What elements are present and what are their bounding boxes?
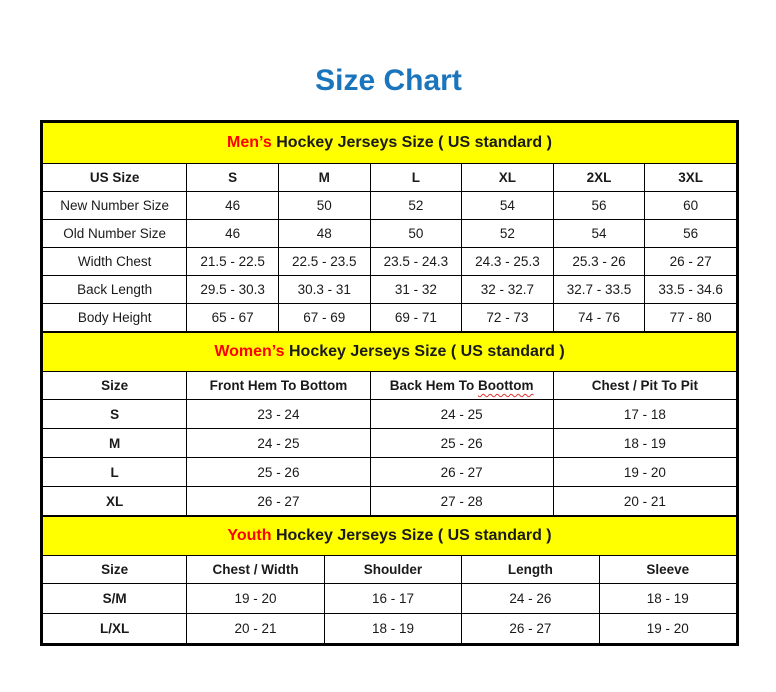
size-value-cell: 77 - 80 — [645, 304, 737, 332]
table-row — [43, 584, 737, 614]
size-value-cell: 26 - 27 — [370, 458, 553, 487]
column-header: Size — [43, 556, 187, 584]
column-header: US Size — [43, 164, 187, 192]
row-label: S/M — [43, 584, 187, 614]
youth-banner-highlight: Youth — [227, 527, 272, 544]
misspelled-word: Boottom — [478, 378, 534, 393]
row-label: New Number Size — [43, 192, 187, 220]
size-value-cell: 50 — [278, 192, 370, 220]
size-value-cell: 33.5 - 34.6 — [645, 276, 737, 304]
column-header: M — [278, 164, 370, 192]
size-value-cell: 26 - 27 — [462, 614, 599, 644]
table-row — [43, 304, 737, 332]
size-value-cell: 67 - 69 — [278, 304, 370, 332]
size-value-cell: 20 - 21 — [553, 487, 736, 516]
size-value-cell: 56 — [553, 192, 645, 220]
size-value-cell: 18 - 19 — [324, 614, 461, 644]
size-value-cell: 19 - 20 — [599, 614, 736, 644]
size-value-cell: 20 - 21 — [187, 614, 324, 644]
size-value-cell: 69 - 71 — [370, 304, 462, 332]
size-value-cell: 65 - 67 — [187, 304, 279, 332]
size-value-cell: 23.5 - 24.3 — [370, 248, 462, 276]
size-value-cell: 18 - 19 — [553, 429, 736, 458]
row-label: L/XL — [43, 614, 187, 644]
column-header: Length — [462, 556, 599, 584]
size-value-cell: 24 - 25 — [187, 429, 370, 458]
size-value-cell: 17 - 18 — [553, 400, 736, 429]
size-value-cell: 25 - 26 — [187, 458, 370, 487]
womens-size-table — [42, 332, 737, 516]
column-header-misspelled — [370, 372, 553, 400]
size-value-cell: 22.5 - 23.5 — [278, 248, 370, 276]
size-value-cell: 54 — [462, 192, 554, 220]
page-title: Size Chart — [315, 64, 462, 97]
row-label: XL — [43, 487, 187, 516]
womens-banner — [43, 333, 737, 372]
size-value-cell: 25.3 - 26 — [553, 248, 645, 276]
size-value-cell: 27 - 28 — [370, 487, 553, 516]
column-header: 2XL — [553, 164, 645, 192]
size-value-cell: 19 - 20 — [187, 584, 324, 614]
table-row — [43, 220, 737, 248]
column-header: Chest / Width — [187, 556, 324, 584]
womens-banner-row — [43, 333, 737, 372]
size-value-cell: 24 - 26 — [462, 584, 599, 614]
size-value-cell: 18 - 19 — [599, 584, 736, 614]
size-value-cell: 16 - 17 — [324, 584, 461, 614]
mens-size-table — [42, 122, 737, 332]
table-row — [43, 614, 737, 644]
size-value-cell: 52 — [370, 192, 462, 220]
column-header: Shoulder — [324, 556, 461, 584]
size-value-cell: 32.7 - 33.5 — [553, 276, 645, 304]
size-value-cell: 31 - 32 — [370, 276, 462, 304]
size-value-cell: 72 - 73 — [462, 304, 554, 332]
table-row — [43, 276, 737, 304]
column-header: Chest / Pit To Pit — [553, 372, 736, 400]
size-value-cell: 46 — [187, 192, 279, 220]
size-value-cell: 29.5 - 30.3 — [187, 276, 279, 304]
size-value-cell: 60 — [645, 192, 737, 220]
womens-banner-text: Hockey Jerseys Size ( US standard ) — [289, 343, 565, 360]
table-row — [43, 248, 737, 276]
size-value-cell: 56 — [645, 220, 737, 248]
size-value-cell: 26 - 27 — [645, 248, 737, 276]
table-row — [43, 458, 737, 487]
size-value-cell: 24.3 - 25.3 — [462, 248, 554, 276]
size-value-cell: 23 - 24 — [187, 400, 370, 429]
row-label: Old Number Size — [43, 220, 187, 248]
womens-banner-highlight: Women’s — [214, 343, 285, 360]
column-header: Size — [43, 372, 187, 400]
youth-size-table — [42, 516, 737, 644]
size-value-cell: 30.3 - 31 — [278, 276, 370, 304]
size-value-cell: 54 — [553, 220, 645, 248]
mens-banner-highlight: Men’s — [227, 134, 272, 151]
column-header: Sleeve — [599, 556, 736, 584]
womens-header-row — [43, 372, 737, 400]
row-label: M — [43, 429, 187, 458]
youth-banner — [43, 517, 737, 556]
mens-banner — [43, 123, 737, 164]
table-row — [43, 487, 737, 516]
table-row — [43, 192, 737, 220]
table-row — [43, 400, 737, 429]
size-value-cell: 19 - 20 — [553, 458, 736, 487]
column-header: 3XL — [645, 164, 737, 192]
mens-banner-row — [43, 123, 737, 164]
row-label: L — [43, 458, 187, 487]
youth-banner-text: Hockey Jerseys Size ( US standard ) — [275, 527, 552, 544]
column-header-text: Back Hem To — [389, 378, 475, 393]
column-header: S — [187, 164, 279, 192]
column-header: Front Hem To Bottom — [187, 372, 370, 400]
size-value-cell: 48 — [278, 220, 370, 248]
row-label: S — [43, 400, 187, 429]
youth-banner-row — [43, 517, 737, 556]
size-value-cell: 50 — [370, 220, 462, 248]
row-label: Width Chest — [43, 248, 187, 276]
row-label: Back Length — [43, 276, 187, 304]
column-header: XL — [462, 164, 554, 192]
size-value-cell: 74 - 76 — [553, 304, 645, 332]
size-value-cell: 24 - 25 — [370, 400, 553, 429]
mens-banner-text: Hockey Jerseys Size ( US standard ) — [276, 134, 552, 151]
column-header: L — [370, 164, 462, 192]
size-value-cell: 25 - 26 — [370, 429, 553, 458]
table-row — [43, 429, 737, 458]
mens-header-row — [43, 164, 737, 192]
size-value-cell: 32 - 32.7 — [462, 276, 554, 304]
row-label: Body Height — [43, 304, 187, 332]
size-value-cell: 46 — [187, 220, 279, 248]
size-value-cell: 21.5 - 22.5 — [187, 248, 279, 276]
size-value-cell: 52 — [462, 220, 554, 248]
size-value-cell: 26 - 27 — [187, 487, 370, 516]
youth-header-row — [43, 556, 737, 584]
size-chart-tables — [40, 120, 739, 646]
